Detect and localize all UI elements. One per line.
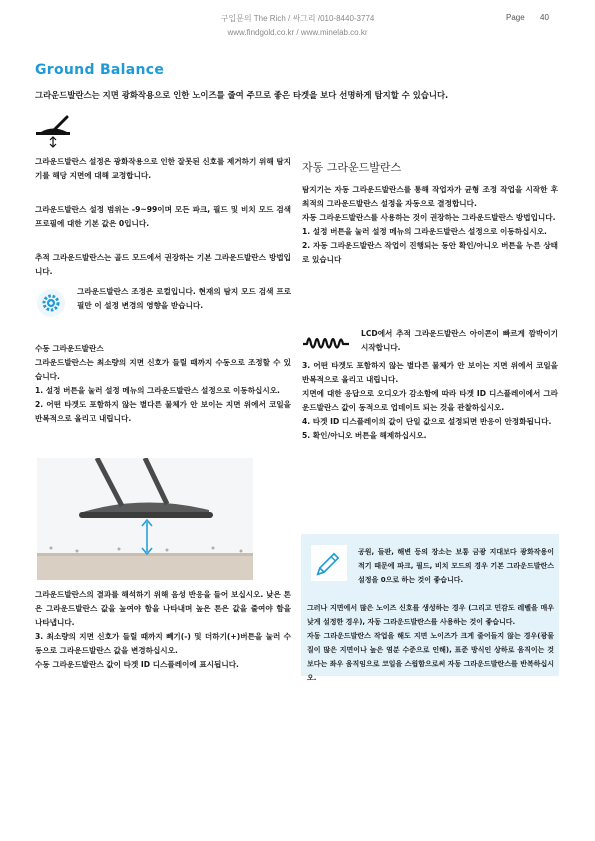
note-body bbox=[307, 601, 554, 685]
manual-step-1: 1. 설정 버튼을 눌러 설정 메뉴의 그라운드발란스 설정으로 이동하십시오. bbox=[35, 386, 280, 395]
left-paragraph-1: 그라운드발란스 설정은 광화작용으로 인한 잘못된 신호를 제거하기 위해 탐지기를 해당 지면에 대해 교정합니다. bbox=[35, 157, 291, 180]
auto-paragraph-3: 지면에 대한 응답으로 오디오가 감소함에 따라 타겟 ID 디스플레이에서 그라운드발란스 값이 동적으로 업데이트 되는 것을 관찰하십시오. bbox=[302, 389, 558, 412]
auto-step-3: 3. 어떤 타겟도 포함하지 않는 별다른 물체가 안 보이는 지면 위에서 코일을 반복적으로 올리고 내립니다. bbox=[302, 361, 558, 384]
lcd-note: LCD에서 추적 그라운드발란스 아이콘이 빠르게 깜박이기 시작합니다. bbox=[361, 329, 558, 352]
manual-step-2: 2. 어떤 타겟도 포함하지 않는 별다른 물체가 안 보이는 지면 위에서 코일을 반복적으로 올리고 내립니다. bbox=[35, 400, 291, 423]
manual-paragraph: 그라운드발란스는 최소량의 지면 신호가 들릴 때까지 수동으로 조정할 수 있습니다. bbox=[35, 358, 291, 381]
left-paragraph-2: 그라운드발란스 설정 범위는 -9~99이며 모든 파크, 필드 및 비치 모드 검색 프로필에 대한 기본 값은 0입니다. bbox=[35, 205, 291, 228]
manual-result-section bbox=[35, 588, 291, 672]
left-paragraph-3: 추적 그라운드발란스는 골드 모드에서 권장하는 기본 그라운드발란스 방법입니다. bbox=[35, 253, 291, 276]
auto-paragraph-2: 자동 그라운드발란스를 사용하는 것이 권장하는 그라운드발란스 방법입니다. bbox=[302, 213, 556, 222]
note-paragraph-1: 공원, 들판, 해변 등의 장소는 보통 금광 지대보다 광화작용이 적기 때문에 파크, 필드, 비치 모드의 경우 기본 그라운드발란스 설정을 0으로 하는 것이 좋습니다. bbox=[358, 548, 554, 584]
coil-ground-icon bbox=[33, 115, 73, 155]
coil-raise-illustration bbox=[37, 458, 253, 580]
pen-icon bbox=[311, 545, 347, 585]
auto-paragraph-1: 탐지기는 자동 그라운드발란스를 통해 작업자가 균형 조정 작업을 시작한 후 최적의 그라운드발란스 설정을 자동으로 결정합니다. bbox=[302, 185, 558, 208]
page-title: Ground Balance bbox=[35, 62, 165, 78]
right-column bbox=[302, 159, 558, 267]
auto-step-2: 2. 자동 그라운드발란스 작업이 진행되는 동안 확인/아니오 버튼을 누른 상태로 있습니다 bbox=[302, 241, 558, 264]
auto-step-5: 5. 확인/아니오 버튼을 해제하십시오. bbox=[302, 431, 427, 440]
gear-icon bbox=[36, 288, 66, 322]
manual-section bbox=[35, 342, 291, 426]
auto-continued bbox=[302, 359, 558, 443]
note-paragraph-3: 자동 그라운드발란스 작업을 해도 지면 노이즈가 크게 줄어들지 않는 경우(광물질이 많은 지면이나 높은 염분 수준으로 인해), 표준 방식인 상하로 움직이는 것보다는 좌우 움직임으로 코일을 스윕함으로써 자동 그라운드발란스를 반복하십시오. bbox=[307, 632, 554, 682]
manual-step-3: 3. 최소량의 지면 신호가 들릴 때까지 빼기(-) 및 더하기(+)버튼을 눌러 수동으로 그라운드발란스 값을 변경하십시오. bbox=[35, 632, 291, 655]
manual-step-4: 수동 그라운드발란스 값이 타겟 ID 디스플레이에 표시됩니다. bbox=[35, 660, 239, 669]
left-column bbox=[35, 155, 291, 279]
auto-step-4: 4. 타겟 ID 디스플레이의 값이 단일 값으로 설정되면 반응이 안정화됩니다. bbox=[302, 417, 552, 426]
page-label: Page bbox=[506, 13, 525, 22]
note-paragraph-2: 그러나 지면에서 많은 노이즈 신호를 생성하는 경우 (그리고 민감도 레벨을 매우 낮게 설정한 경우), 자동 그라운드발란스를 사용하는 것이 좋습니다. bbox=[307, 604, 554, 626]
auto-step-1: 1. 설정 버튼을 눌러 설정 메뉴의 그라운드발란스 설정으로 이동하십시오. bbox=[302, 227, 547, 236]
auto-heading: 자동 그라운드발란스 bbox=[302, 161, 402, 174]
intro-paragraph: 그라운드발란스는 지면 광화작용으로 인한 노이즈를 줄여 주므로 좋은 타겟을 보다 선명하게 탐지할 수 있습니다. bbox=[35, 90, 449, 101]
waveform-icon bbox=[302, 331, 350, 357]
page-number: 40 bbox=[540, 13, 549, 22]
manual-result-paragraph: 그라운드발란스의 결과를 해석하기 위해 음성 반응을 들어 보십시오. 낮은 톤은 그라운드발란스 값을 높여야 함을 나타내며 높은 톤은 값을 줄여야 함을 나타냅니다. bbox=[35, 590, 291, 627]
header-contact: 구입문의 The Rich / 싸그리 /010-8440-3774 bbox=[220, 14, 375, 23]
manual-heading: 수동 그라운드발란스 bbox=[35, 344, 104, 353]
gear-note: 그라운드발란스 조정은 로컬입니다. 현재의 탐지 모드 검색 프로필만 이 설정 변경의 영향을 받습니다. bbox=[77, 287, 291, 310]
header-websites: www.findgold.co.kr / www.minelab.co.kr bbox=[227, 28, 368, 37]
